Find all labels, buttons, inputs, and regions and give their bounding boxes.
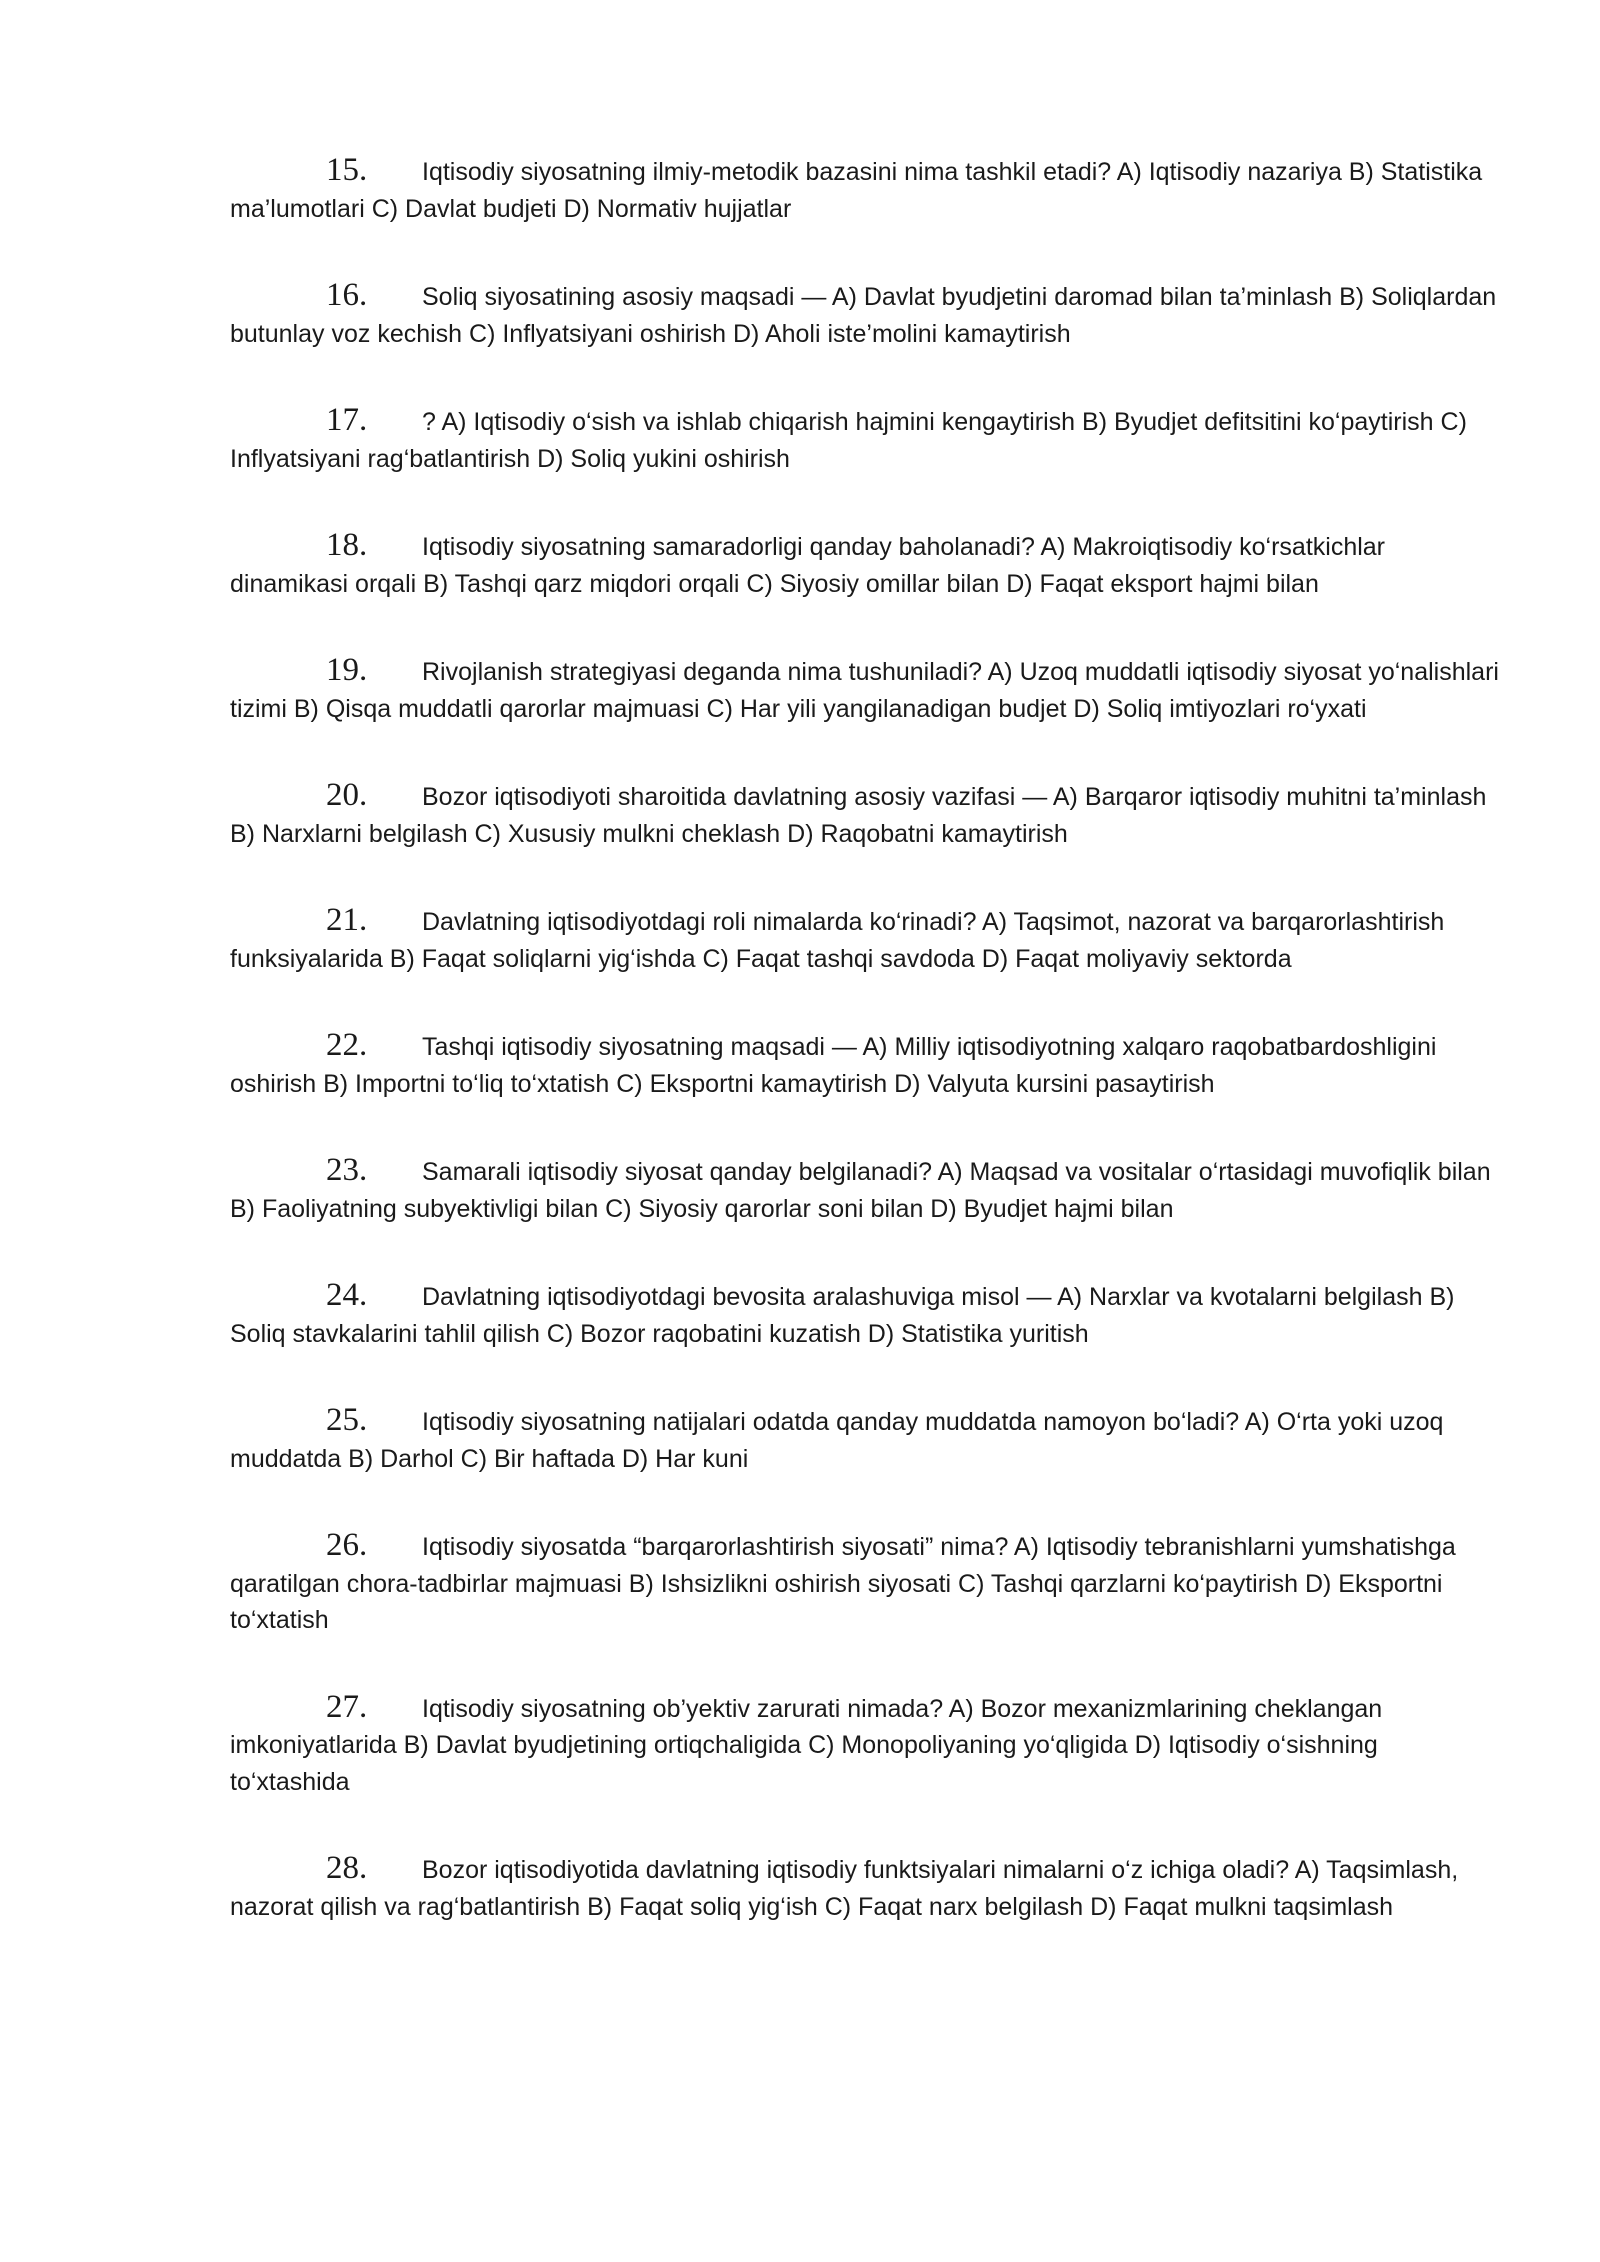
- question-number: 21.: [326, 902, 368, 938]
- question-number: 17.: [326, 402, 368, 438]
- question-text: Bozor iqtisodiyoti sharoitida davlatning asosiy vazifasi — A) Barqaror iqtisodiy muhitni ta’minlash B) Narxlarni belgilash C) Xususiy mulkni cheklash D) Raqobatni kamaytirish: [230, 783, 1487, 848]
- question-number: 18.: [326, 527, 368, 563]
- question-item: [230, 1152, 1500, 1227]
- question-item: [230, 1527, 1500, 1639]
- question-text: Davlatning iqtisodiyotdagi bevosita aralashuviga misol — A) Narxlar va kvotalarni belgilash B) Soliq stavkalarini tahlil qilish C) Bozor raqobatini kuzatish D) Statistika yuritish: [230, 1283, 1455, 1348]
- question-number: 19.: [326, 652, 368, 688]
- question-number: 24.: [326, 1277, 368, 1313]
- question-text: Samarali iqtisodiy siyosat qanday belgilanadi? A) Maqsad va vositalar o‘rtasidagi muvofiqlik bilan B) Faoliyatning subyektivligi bilan C) Siyosiy qarorlar soni bilan D) Byudjet hajmi bilan: [230, 1158, 1491, 1223]
- question-number: 23.: [326, 1152, 368, 1188]
- question-text: Bozor iqtisodiyotida davlatning iqtisodiy funktsiyalari nimalarni o‘z ichiga oladi? A) Taqsimlash, nazorat qilish va rag‘batlantirish B) Faqat soliq yig‘ish C) Faqat narx belgilash D) Faqat mulkni taqsimlash: [230, 1856, 1459, 1921]
- question-list: [230, 152, 1500, 1975]
- question-item: [230, 1850, 1500, 1925]
- question-item: [230, 277, 1500, 352]
- question-text: Iqtisodiy siyosatning ob’yektiv zarurati nimada? A) Bozor mexanizmlarining cheklangan imkoniyatlarida B) Davlat byudjetining ortiqchaligida C) Monopoliyaning yo‘qligida D) Iqtisodiy o‘sishning to‘xtashida: [230, 1694, 1383, 1796]
- question-text: Iqtisodiy siyosatning natijalari odatda qanday muddatda namoyon bo‘ladi? A) O‘rta yoki uzoq muddatda B) Darhol C) Bir haftada D) Har kuni: [230, 1408, 1444, 1473]
- question-number: 15.: [326, 152, 368, 188]
- question-item: [230, 1402, 1500, 1477]
- question-text: Tashqi iqtisodiy siyosatning maqsadi — A) Milliy iqtisodiyotning xalqaro raqobatbardoshligini oshirish B) Importni to‘liq to‘xtatish C) Eksportni kamaytirish D) Valyuta kursini pasaytirish: [230, 1033, 1437, 1098]
- question-item: [230, 777, 1500, 852]
- question-number: 26.: [326, 1527, 368, 1563]
- question-number: 27.: [326, 1688, 368, 1725]
- question-item: [230, 1689, 1500, 1801]
- question-text: Iqtisodiy siyosatda “barqarorlashtirish siyosati” nima? A) Iqtisodiy tebranishlarni yumshatishga qaratilgan chora-tadbirlar majmuasi B) Ishsizlikni oshirish siyosati C) Tashqi qarzlarni ko‘paytirish D) Eksportni to‘xtatish: [230, 1533, 1456, 1634]
- question-text: Soliq siyosatining asosiy maqsadi — A) Davlat byudjetini daromad bilan ta’minlash B) Soliqlardan butunlay voz kechish C) Inflyatsiyani oshirish D) Aholi iste’molini kamaytirish: [230, 283, 1497, 348]
- question-number: 16.: [326, 277, 368, 313]
- question-text: Rivojlanish strategiyasi deganda nima tushuniladi? A) Uzoq muddatli iqtisodiy siyosat yo‘nalishlari tizimi B) Qisqa muddatli qarorlar majmuasi C) Har yili yangilanadigan budjet D) Soliq imtiyozlari ro‘yxati: [230, 658, 1499, 723]
- question-text: ? A) Iqtisodiy o‘sish va ishlab chiqarish hajmini kengaytirish B) Byudjet defitsitini ko‘paytirish C) Inflyatsiyani rag‘batlantirish D) Soliq yukini oshirish: [230, 408, 1467, 473]
- question-item: [230, 1277, 1500, 1352]
- question-text: Iqtisodiy siyosatning ilmiy-metodik bazasini nima tashkil etadi? A) Iqtisodiy nazariya B) Statistika ma’lumotlari C) Davlat budjeti D) Normativ hujjatlar: [230, 158, 1483, 223]
- question-number: 22.: [326, 1027, 368, 1063]
- question-item: [230, 652, 1500, 727]
- question-item: [230, 402, 1500, 477]
- question-item: [230, 902, 1500, 977]
- question-item: [230, 152, 1500, 227]
- question-text: Davlatning iqtisodiyotdagi roli nimalarda ko‘rinadi? A) Taqsimot, nazorat va barqarorlashtirish funksiyalarida B) Faqat soliqlarni yig‘ishda C) Faqat tashqi savdoda D) Faqat moliyaviy sektorda: [230, 908, 1445, 973]
- question-text: Iqtisodiy siyosatning samaradorligi qanday baholanadi? A) Makroiqtisodiy ko‘rsatkichlar dinamikasi orqali B) Tashqi qarz miqdori orqali C) Siyosiy omillar bilan D) Faqat eksport hajmi bilan: [230, 533, 1386, 598]
- question-item: [230, 527, 1500, 602]
- question-item: [230, 1027, 1500, 1102]
- question-number: 20.: [326, 777, 368, 813]
- question-number: 28.: [326, 1850, 368, 1886]
- question-number: 25.: [326, 1402, 368, 1438]
